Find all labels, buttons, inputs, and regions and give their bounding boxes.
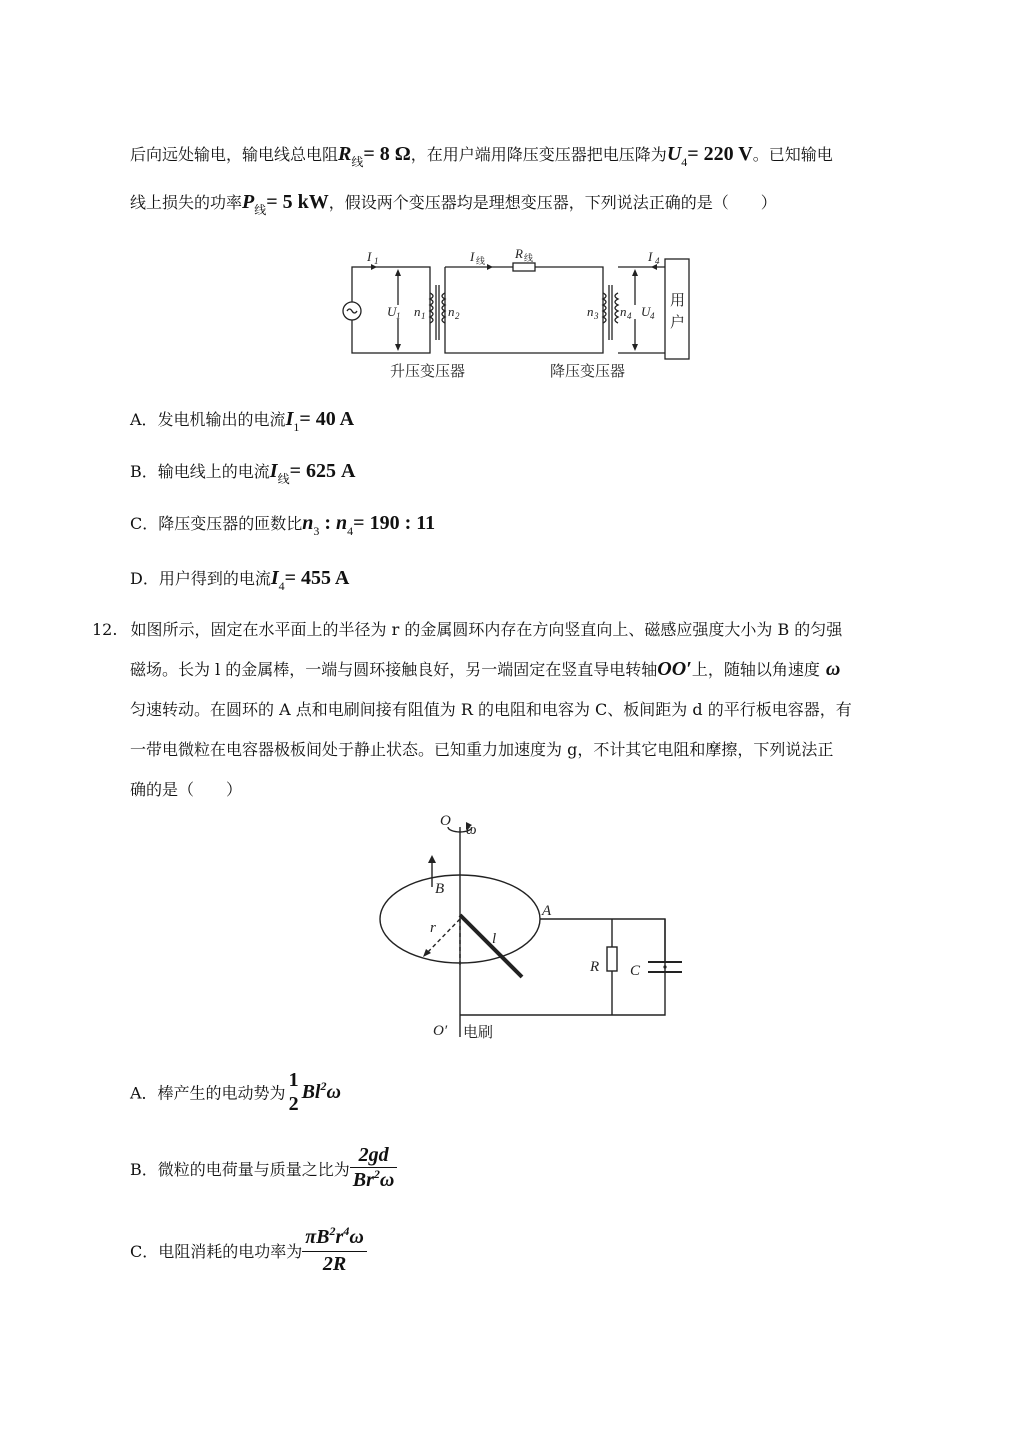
rotating-rod-diagram <box>370 805 700 1050</box>
q12-option-b: B．微粒的电荷量与质量之比为 $\frac{2gd}{Br^2\omega}$ <box>130 1143 397 1194</box>
o-label: O <box>440 813 451 829</box>
p-line-symbol: $P_线$ <box>242 191 267 217</box>
omega-label: ω <box>466 822 477 838</box>
q12-line1: 12. 如图所示，固定在水平面上的半径为 r 的金属圆环内存在方向竖直向上、磁感应强度大小为 B 的匀强 <box>92 620 843 639</box>
n4-label: n <box>620 304 627 319</box>
r-label: r <box>430 920 436 936</box>
svg-text:3: 3 <box>594 311 599 321</box>
transmission-circuit-diagram <box>335 245 695 385</box>
n1-label: n <box>414 304 421 319</box>
svg-text:1: 1 <box>374 256 379 266</box>
question-number: 12. <box>92 620 118 639</box>
resistor-label: R <box>590 959 600 975</box>
n3-label: n <box>587 304 594 319</box>
svg-text:线: 线 <box>524 253 534 263</box>
q11-option-d: D．用户得到的电流$I_4= 455$ A <box>130 567 350 593</box>
i4-label: I <box>648 249 653 264</box>
b-label: B <box>435 881 445 897</box>
u1-label: U <box>387 304 397 319</box>
svg-text:4: 4 <box>627 311 632 321</box>
i1-label: I <box>367 249 372 264</box>
i-line-label: I <box>470 249 475 264</box>
capacitor-label: C <box>630 963 641 979</box>
q11-option-b: B．输电线上的电流$I_线= 625$ A <box>130 460 356 486</box>
n2-label: n <box>448 304 455 319</box>
fraction: $\frac{2gd}{Br^2\omega}$ <box>350 1143 398 1194</box>
q11-option-a: A．发电机输出的电流$I_1= 40$ A <box>130 408 355 434</box>
step-up-transformer-label: 升压变压器 <box>390 364 466 380</box>
svg-text:2: 2 <box>455 311 460 321</box>
q12-option-a: A．棒产生的电动势为 1 2 Bl$^2$ω <box>130 1069 341 1115</box>
r-line-label: R <box>515 246 523 261</box>
svg-text:线: 线 <box>476 256 486 266</box>
fraction: 1 2 <box>288 1069 299 1115</box>
q11-option-c: C．降压变压器的匝数比$n_3$ : $n_4= 190$ : 11 <box>130 512 436 538</box>
svg-text:1: 1 <box>421 311 426 321</box>
step-down-transformer-label: 降压变压器 <box>550 364 626 380</box>
l-label: l <box>492 931 497 947</box>
a-label: A <box>542 903 552 919</box>
svg-text:4: 4 <box>655 256 660 266</box>
q12-option-c: C．电阻消耗的电功率为 $\frac{\pi B^2r^4\omega}{2R}$ <box>130 1225 367 1276</box>
brush-label: 电刷 <box>463 1025 494 1041</box>
o-prime-label: O′ <box>433 1023 448 1039</box>
q12-line2: 磁场。长为 l 的金属棒，一端与圆环接触良好，另一端固定在竖直导电转轴OO′上，随轴以角速度 ω <box>130 658 841 680</box>
user-label-1: 用 <box>670 293 686 309</box>
q12-line5: 确的是（ ） <box>130 780 243 799</box>
q12-line3: 匀速转动。在圆环的 A 点和电刷间接有阻值为 R 的电阻和电容为 C、板间距为 d 的平行板电容器，有 <box>130 700 852 719</box>
u4-label: U <box>641 304 651 319</box>
q12-line4: 一带电微粒在电容器极板间处于静止状态。已知重力加速度为 g，不计其它电阻和摩擦，下列说法正 <box>130 740 834 759</box>
q11-line1: 后向远处输电，输电线总电阻$R_线= 8$ Ω，在用户端用降压变压器把电压降为$U_4= 220$ V。已知输电 <box>130 143 833 169</box>
fraction: $\frac{\pi B^2r^4\omega}{2R}$ <box>302 1225 367 1276</box>
svg-text:4: 4 <box>650 311 655 321</box>
r-line-symbol: $R_线$ <box>338 143 364 169</box>
svg-text:1: 1 <box>396 311 401 321</box>
q11-line2: 线上损失的功率$P_线= 5$ kW，假设两个变压器均是理想变压器，下列说法正确的是（ ） <box>130 191 777 217</box>
user-label-2: 户 <box>670 315 686 331</box>
